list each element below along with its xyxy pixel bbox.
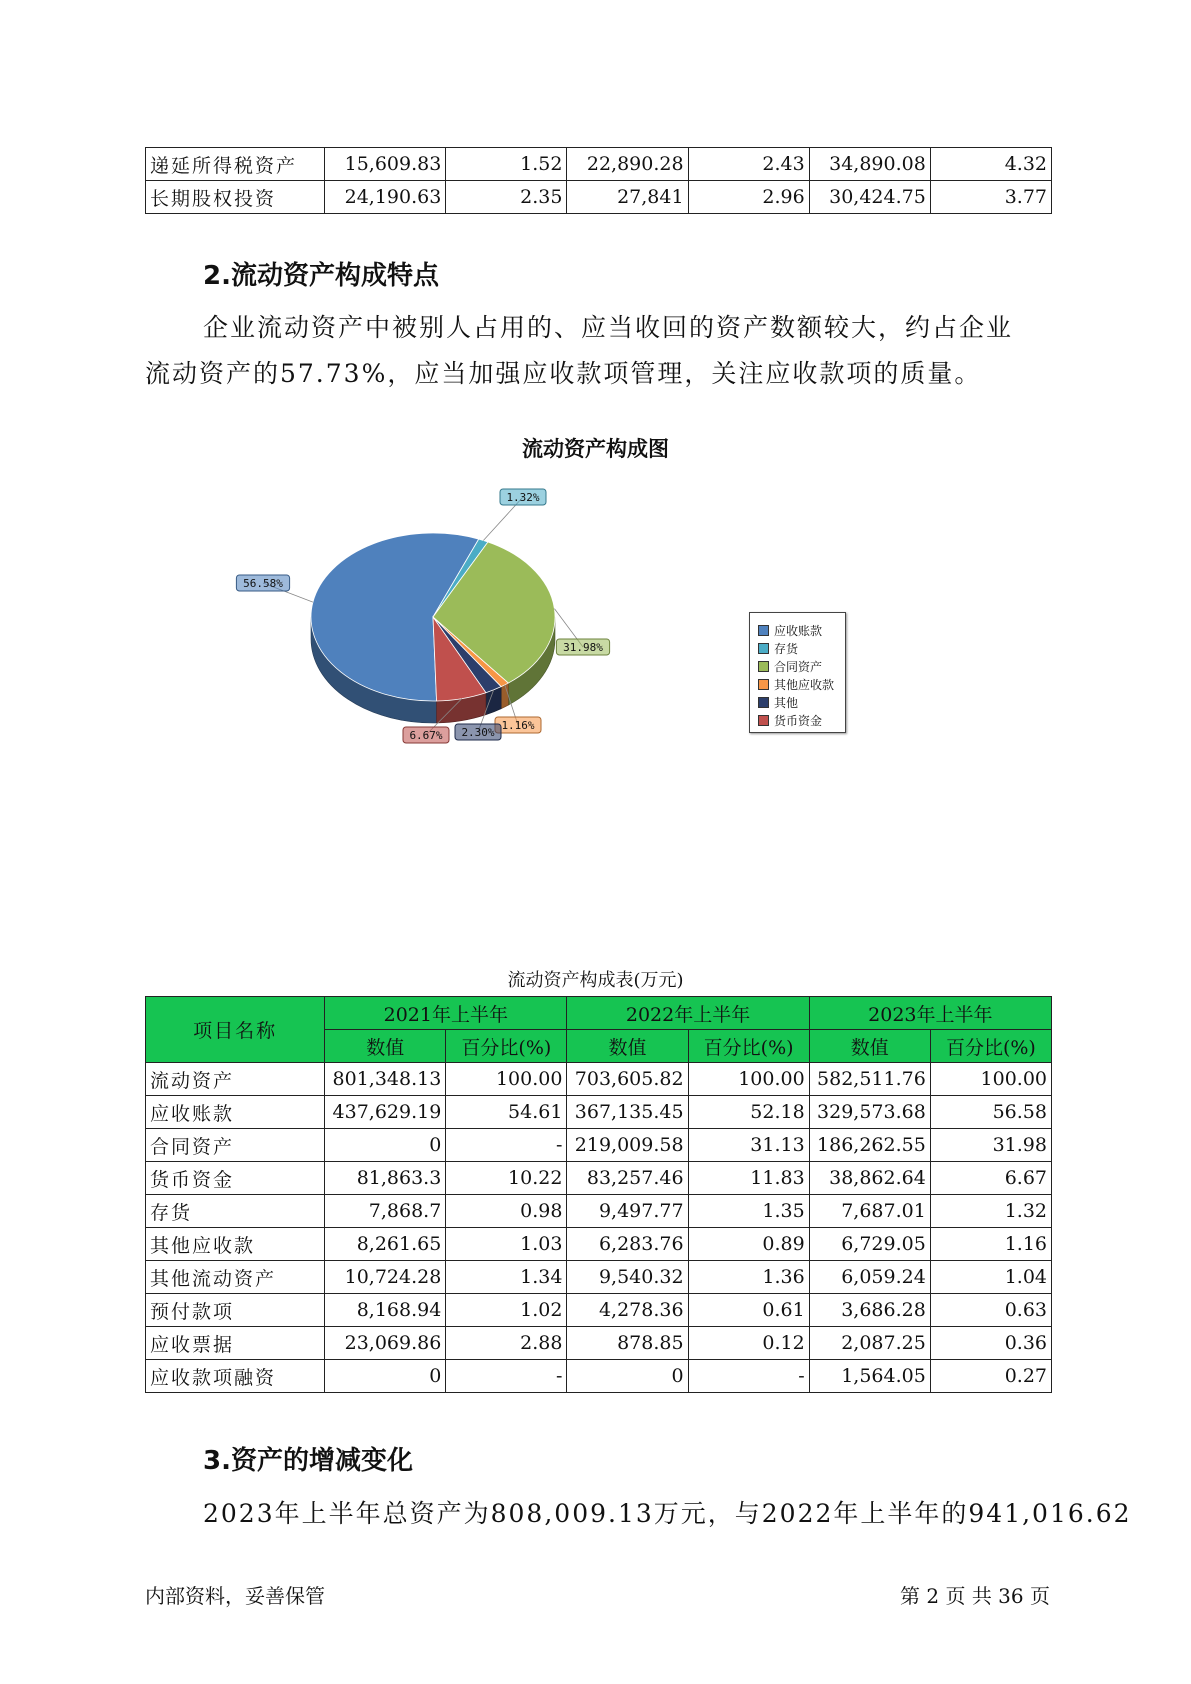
legend-swatch	[758, 625, 769, 636]
cell-p2: 2.96	[688, 181, 809, 214]
cell-p2: 100.00	[688, 1063, 809, 1096]
cell-p1: 2.88	[446, 1327, 567, 1360]
table-caption: 流动资产构成表(万元)	[507, 970, 684, 991]
legend-swatch	[758, 715, 769, 726]
cell-v1: 437,629.19	[325, 1096, 446, 1129]
cell-p3: 1.16	[930, 1228, 1051, 1261]
row-label: 预付款项	[146, 1294, 325, 1327]
cell-p1: 54.61	[446, 1096, 567, 1129]
legend-item	[750, 711, 845, 729]
cell-v1: 15,609.83	[325, 148, 446, 181]
pie-slice-side	[501, 683, 508, 709]
cell-p3: 1.32	[930, 1195, 1051, 1228]
data-label: 2.30%	[461, 726, 495, 739]
cell-p3: 6.67	[930, 1162, 1051, 1195]
legend-swatch	[758, 661, 769, 672]
cell-p1: 1.02	[446, 1294, 567, 1327]
row-label: 应收票据	[146, 1327, 325, 1360]
cell-p2: 11.83	[688, 1162, 809, 1195]
cell-v3: 6,059.24	[809, 1261, 930, 1294]
section-2-title: 2.流动资产构成特点	[203, 261, 439, 291]
legend-swatch	[758, 697, 769, 708]
cell-v3: 7,687.01	[809, 1195, 930, 1228]
cell-p2: 1.36	[688, 1261, 809, 1294]
cell-v1: 10,724.28	[325, 1261, 446, 1294]
table-row	[146, 1129, 1052, 1162]
header-percent: 百分比(%)	[688, 1030, 809, 1063]
cell-v3: 34,890.08	[809, 148, 930, 181]
header-value: 数值	[567, 1030, 688, 1063]
legend-item	[750, 675, 845, 693]
cell-v1: 7,868.7	[325, 1195, 446, 1228]
cell-v3: 2,087.25	[809, 1327, 930, 1360]
cell-p1: 0.98	[446, 1195, 567, 1228]
cell-v2: 6,283.76	[567, 1228, 688, 1261]
data-label: 56.58%	[243, 577, 283, 590]
cell-v3: 6,729.05	[809, 1228, 930, 1261]
row-label: 递延所得税资产	[146, 148, 325, 181]
cell-v2: 878.85	[567, 1327, 688, 1360]
cell-v3: 582,511.76	[809, 1063, 930, 1096]
cell-p3: 1.04	[930, 1261, 1051, 1294]
cell-v1: 24,190.63	[325, 181, 446, 214]
cell-p3: 100.00	[930, 1063, 1051, 1096]
cell-p2: 0.89	[688, 1228, 809, 1261]
data-label: 31.98%	[563, 641, 603, 654]
cell-v2: 83,257.46	[567, 1162, 688, 1195]
cell-v3: 38,862.64	[809, 1162, 930, 1195]
header-value: 数值	[325, 1030, 446, 1063]
cell-p2: 31.13	[688, 1129, 809, 1162]
cell-v2: 367,135.45	[567, 1096, 688, 1129]
row-label: 长期股权投资	[146, 181, 325, 214]
cell-v3: 3,686.28	[809, 1294, 930, 1327]
row-label: 应收账款	[146, 1096, 325, 1129]
header-value: 数值	[809, 1030, 930, 1063]
cell-v3: 329,573.68	[809, 1096, 930, 1129]
header-percent: 百分比(%)	[446, 1030, 567, 1063]
cell-p2: 1.35	[688, 1195, 809, 1228]
cell-p1: 10.22	[446, 1162, 567, 1195]
cell-p3: 31.98	[930, 1129, 1051, 1162]
legend-label: 货币资金	[774, 713, 823, 728]
row-label: 货币资金	[146, 1162, 325, 1195]
cell-v2: 9,497.77	[567, 1195, 688, 1228]
legend-item	[750, 657, 845, 675]
cell-p2: -	[688, 1360, 809, 1393]
cell-p2: 52.18	[688, 1096, 809, 1129]
header-year-2021: 2021年上半年	[325, 997, 567, 1030]
row-label: 存货	[146, 1195, 325, 1228]
section-2-paragraph-line-1: 企业流动资产中被别人占用的、应当收回的资产数额较大，约占企业	[203, 313, 1014, 342]
cell-v2: 219,009.58	[567, 1129, 688, 1162]
data-label: 1.16%	[501, 719, 535, 732]
cell-v1: 0	[325, 1129, 446, 1162]
table-row	[146, 1360, 1052, 1393]
table-row	[146, 1294, 1052, 1327]
row-label: 其他应收款	[146, 1228, 325, 1261]
cell-p1: 1.03	[446, 1228, 567, 1261]
header-year-2023: 2023年上半年	[809, 997, 1051, 1030]
legend-swatch	[758, 643, 769, 654]
cell-p3: 56.58	[930, 1096, 1051, 1129]
cell-p3: 0.27	[930, 1360, 1051, 1393]
cell-v1: 8,261.65	[325, 1228, 446, 1261]
table-row	[146, 1063, 1052, 1096]
cell-p1: 2.35	[446, 181, 567, 214]
table-row	[146, 1228, 1052, 1261]
cell-p3: 4.32	[930, 148, 1051, 181]
cell-p1: -	[446, 1360, 567, 1393]
cell-p3: 3.77	[930, 181, 1051, 214]
cell-p1: 100.00	[446, 1063, 567, 1096]
footer-left: 内部资料，妥善保管	[145, 1584, 325, 1608]
cell-v3: 30,424.75	[809, 181, 930, 214]
legend-item	[750, 693, 845, 711]
legend-item	[750, 621, 845, 639]
table-row	[146, 1096, 1052, 1129]
table-row	[146, 1327, 1052, 1360]
legend-label: 应收账款	[774, 623, 823, 638]
cell-v1: 8,168.94	[325, 1294, 446, 1327]
cell-p2: 2.43	[688, 148, 809, 181]
header-item-name: 项目名称	[146, 997, 325, 1063]
section-2-paragraph-line-2: 流动资产的57.73%，应当加强应收款项管理，关注应收款项的质量。	[145, 359, 982, 388]
legend-label: 存货	[774, 641, 799, 656]
pie-chart	[0, 0, 1191, 780]
legend-label: 其他应收款	[774, 677, 835, 692]
chart-legend	[749, 612, 846, 733]
cell-v2: 22,890.28	[567, 148, 688, 181]
cell-p1: -	[446, 1129, 567, 1162]
cell-v3: 186,262.55	[809, 1129, 930, 1162]
table-row	[146, 1162, 1052, 1195]
current-assets-table	[145, 996, 1052, 1393]
table-row	[146, 1261, 1052, 1294]
section-3-paragraph-line-1: 2023年上半年总资产为808,009.13万元，与2022年上半年的941,016.62	[203, 1499, 1132, 1528]
cell-p1: 1.34	[446, 1261, 567, 1294]
row-label: 合同资产	[146, 1129, 325, 1162]
table-row	[146, 1195, 1052, 1228]
cell-v2: 27,841	[567, 181, 688, 214]
cell-p2: 0.61	[688, 1294, 809, 1327]
cell-v2: 9,540.32	[567, 1261, 688, 1294]
cell-v1: 801,348.13	[325, 1063, 446, 1096]
cell-p2: 0.12	[688, 1327, 809, 1360]
header-year-2022: 2022年上半年	[567, 997, 809, 1030]
row-label: 应收款项融资	[146, 1360, 325, 1393]
legend-swatch	[758, 679, 769, 690]
chart-title: 流动资产构成图	[522, 437, 669, 461]
cell-v3: 1,564.05	[809, 1360, 930, 1393]
legend-item	[750, 639, 845, 657]
footer-page-number: 第 2 页 共 36 页	[900, 1584, 1050, 1608]
row-label: 流动资产	[146, 1063, 325, 1096]
row-label: 其他流动资产	[146, 1261, 325, 1294]
data-label: 6.67%	[409, 729, 443, 742]
cell-v2: 4,278.36	[567, 1294, 688, 1327]
cell-v2: 703,605.82	[567, 1063, 688, 1096]
cell-v1: 0	[325, 1360, 446, 1393]
cell-v1: 81,863.3	[325, 1162, 446, 1195]
cell-v2: 0	[567, 1360, 688, 1393]
data-label: 1.32%	[506, 491, 540, 504]
header-percent: 百分比(%)	[930, 1030, 1051, 1063]
section-3-title: 3.资产的增减变化	[203, 1446, 413, 1476]
cell-p1: 1.52	[446, 148, 567, 181]
cell-p3: 0.36	[930, 1327, 1051, 1360]
legend-label: 其他	[774, 695, 799, 710]
cell-v1: 23,069.86	[325, 1327, 446, 1360]
cell-p3: 0.63	[930, 1294, 1051, 1327]
legend-label: 合同资产	[774, 659, 823, 674]
